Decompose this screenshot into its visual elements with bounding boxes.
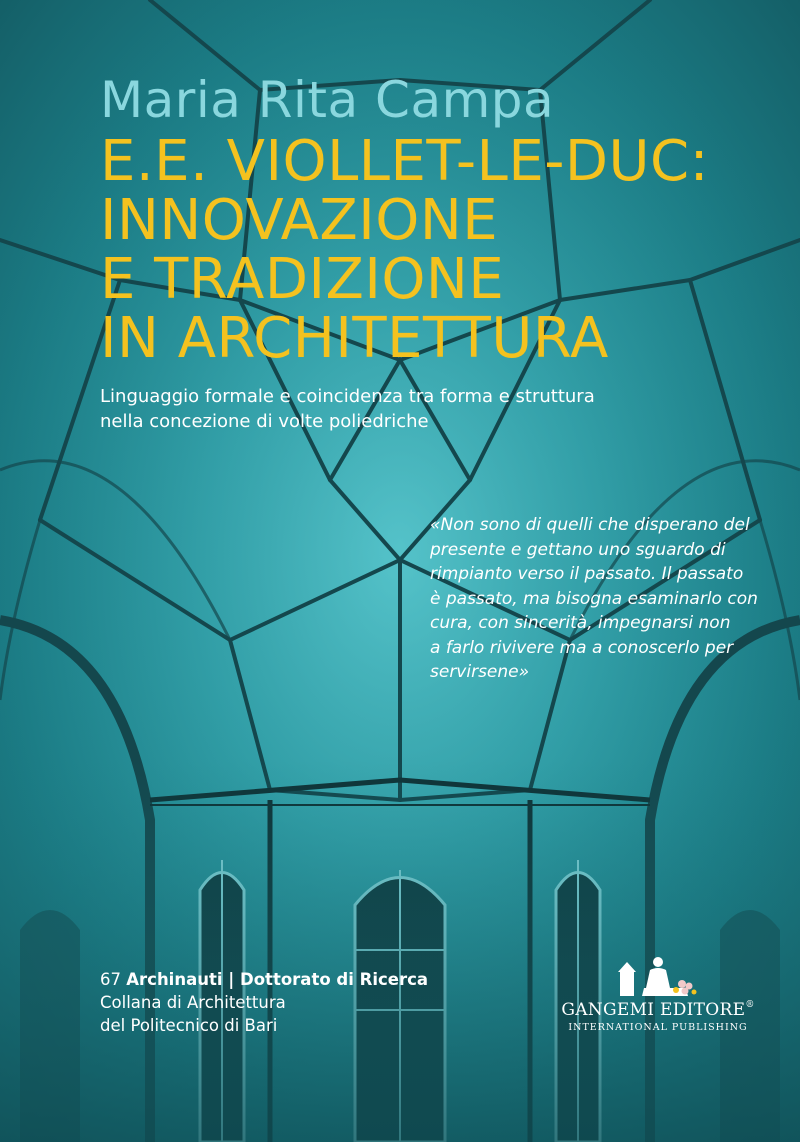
quote-line: rimpianto verso il passato. Il passato bbox=[430, 564, 744, 584]
title-line: E TRADIZIONE bbox=[100, 247, 505, 312]
book-title bbox=[100, 129, 709, 371]
series-number: 67 bbox=[100, 970, 127, 989]
seated-figure-logo-icon bbox=[558, 952, 758, 1000]
publisher-logo bbox=[558, 952, 758, 1042]
subtitle-line: nella concezione di volte poliedriche bbox=[100, 411, 429, 432]
subtitle-line: Linguaggio formale e coincidenza tra forma e struttura bbox=[100, 386, 595, 407]
series-title bbox=[100, 968, 428, 991]
quote-line: cura, con sincerità, impegnarsi non bbox=[430, 613, 731, 633]
title-line: INNOVAZIONE bbox=[100, 188, 499, 253]
publisher-name: GANGEMI EDITORE® bbox=[561, 1000, 755, 1020]
series-line: del Politecnico di Bari bbox=[100, 1016, 278, 1035]
quote-line: servirsene» bbox=[430, 662, 530, 682]
title-line: E.E. VIOLLET-LE-DUC: bbox=[100, 129, 709, 194]
series-info bbox=[100, 968, 428, 1037]
title-line: IN ARCHITETTURA bbox=[100, 306, 609, 371]
publisher-subtitle: INTERNATIONAL PUBLISHING bbox=[568, 1022, 748, 1033]
series-name: Archinauti | Dottorato di Ricerca bbox=[126, 970, 429, 989]
author-name: Maria Rita Campa bbox=[100, 71, 555, 129]
book-subtitle bbox=[100, 384, 595, 434]
quote-line: presente e gettano uno sguardo di bbox=[430, 539, 726, 560]
quote-line: «Non sono di quelli che disperano del bbox=[430, 515, 750, 535]
trademark: ® bbox=[745, 1000, 755, 1010]
series-line: Collana di Architettura bbox=[100, 993, 286, 1012]
quote-line: a farlo rivivere ma a conoscerlo per bbox=[430, 637, 734, 658]
quote-line: è passato, ma bisogna esaminarlo con bbox=[430, 588, 758, 609]
epigraph-quote bbox=[430, 513, 790, 685]
